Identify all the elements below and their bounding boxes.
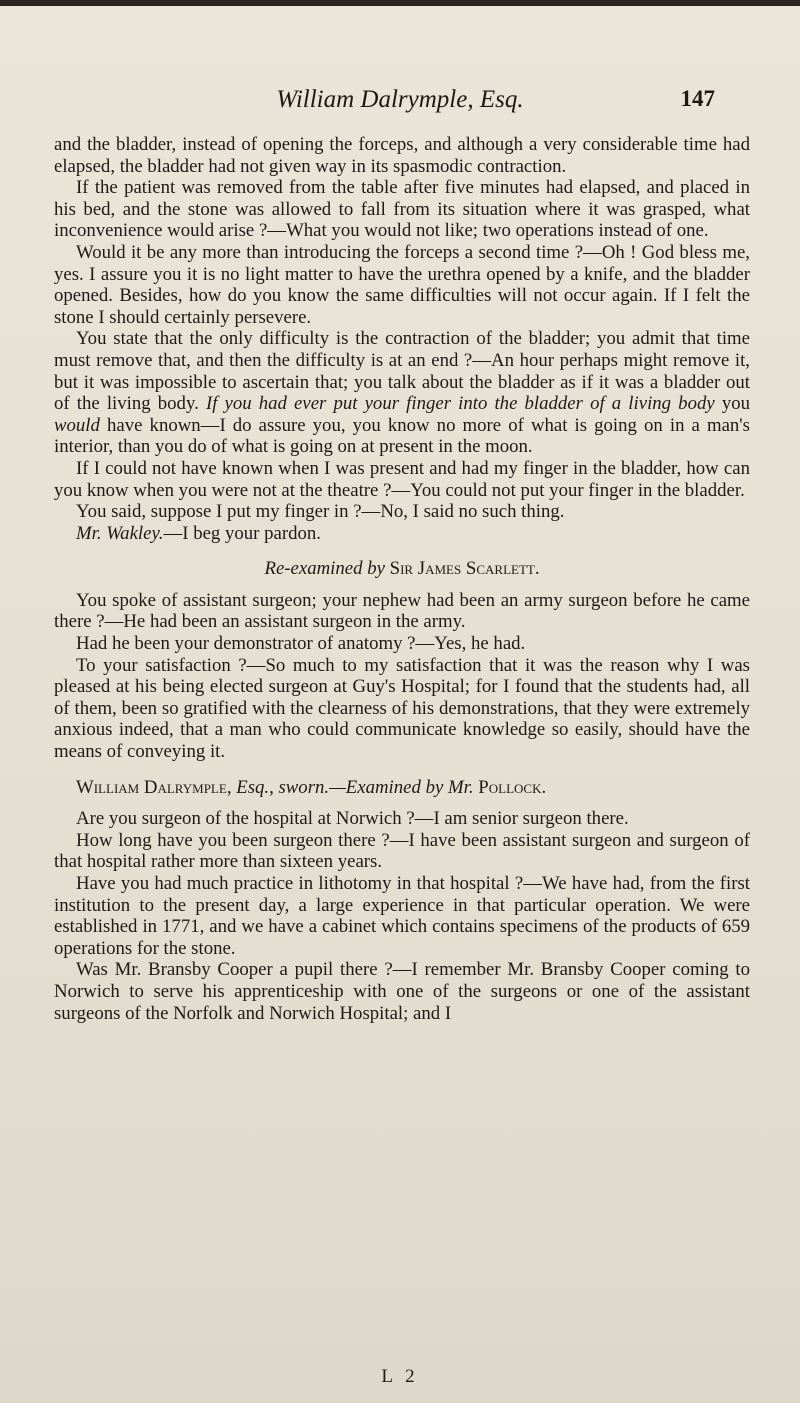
paragraph: and the bladder, instead of opening the forceps, and although a very considerable time had elapsed, the bladder had not given way in its spasmodic contraction. bbox=[54, 134, 750, 177]
body-text bbox=[54, 134, 750, 1024]
signature-mark: L 2 bbox=[381, 1366, 419, 1387]
paragraph: Was Mr. Bransby Cooper a pupil there ?—I remember Mr. Bransby Cooper coming to Norwich to serve his apprenticeship with one of the surgeons or one of the assistant surgeons of the Norfolk and Norwich Hospital; and I bbox=[54, 959, 750, 1024]
section-heading bbox=[54, 558, 750, 580]
paragraph-text: —I beg your pardon. bbox=[163, 522, 321, 544]
paragraph: Had he been your demonstrator of anatomy ?—Yes, he had. bbox=[76, 633, 526, 655]
witness-sworn: Esq., sworn.—Examined by Mr. bbox=[236, 776, 474, 798]
running-title: William Dalrymple, Esq. bbox=[276, 86, 524, 113]
heading-text: Re-examined by bbox=[264, 558, 385, 580]
paragraph: Have you had much practice in lithotomy in that hospital ?—We have had, from the first institution to the present day, a large experience in that particular operation. We were established in 1771, and we have a cabinet which contains specimens of the products of 659 operations for the stone. bbox=[54, 873, 750, 959]
page-number: 147 bbox=[680, 86, 715, 111]
paragraph-text: You state that the only difficulty is the contraction of the bladder; you admit that time must remove that, and then the difficulty is at an end ?—An hour perhaps might remove it, but it was impossible to ascertain that; you talk about the bladder as if it was a bladder out of the living body. bbox=[54, 328, 750, 415]
italic-word: would bbox=[54, 414, 100, 436]
paragraph: You said, suppose I put my finger in ?—No, I said no such thing. bbox=[76, 501, 565, 523]
paragraph: If I could not have known when I was present and had my finger in the bladder, how can you know when you were not at the theatre ?—You could not put your finger in the bladder. bbox=[54, 457, 750, 501]
speaker-name: Mr. Wakley. bbox=[76, 522, 164, 544]
paragraph bbox=[54, 328, 750, 458]
paragraph: Would it be any more than introducing the forceps a second time ?—Oh ! God bless me, yes. I assure you it is no light matter to have the urethra opened by a knife, and the bladder opened. Besides, how do you know the same difficulties will not occur again. If I felt the stone I should certainly persevere. bbox=[54, 241, 750, 328]
paragraph: If the patient was removed from the table after five minutes had elapsed, and placed in his bed, and the stone was allowed to fall from its situation where it was grasped, what inconvenience would arise ?—What you would not like; two operations instead of one. bbox=[54, 177, 750, 242]
page-header bbox=[0, 86, 800, 126]
heading-name: Sir James Scarlett. bbox=[389, 558, 540, 580]
paragraph: How long have you been surgeon there ?—I have been assistant surgeon and surgeon of that hospital rather more than sixteen years. bbox=[54, 829, 750, 873]
paragraph: You spoke of assistant surgeon; your nephew had been an army surgeon before he came there ?—He had been an assistant surgeon in the army. bbox=[54, 589, 750, 633]
paragraph bbox=[54, 523, 750, 545]
italic-quote: If you had ever put your finger into the bladder of a living body bbox=[205, 393, 715, 415]
paragraph: Are you surgeon of the hospital at Norwich ?—I am senior surgeon there. bbox=[76, 808, 629, 830]
paragraph: To your satisfaction ?—So much to my satisfaction that it was the reason why I was pleased at his being elected surgeon at Guy's Hospital; for I found that the students had, all of them, been so gratified with the clearness of his demonstrations, that they were extremely anxious indeed, that a man who could communicate knowledge so easily, should have the means of conveying it. bbox=[54, 654, 750, 763]
examiner-name: Pollock. bbox=[478, 776, 547, 798]
witness-name: William Dalrymple, bbox=[76, 776, 232, 798]
witness-heading bbox=[54, 777, 750, 799]
paragraph-text: have known—I do assure you, you know no more of what is going on in a man's interior, than you do of what is going on at present in the moon. bbox=[54, 414, 750, 458]
scan-edge bbox=[0, 0, 800, 6]
paragraph-text: you bbox=[721, 393, 750, 415]
